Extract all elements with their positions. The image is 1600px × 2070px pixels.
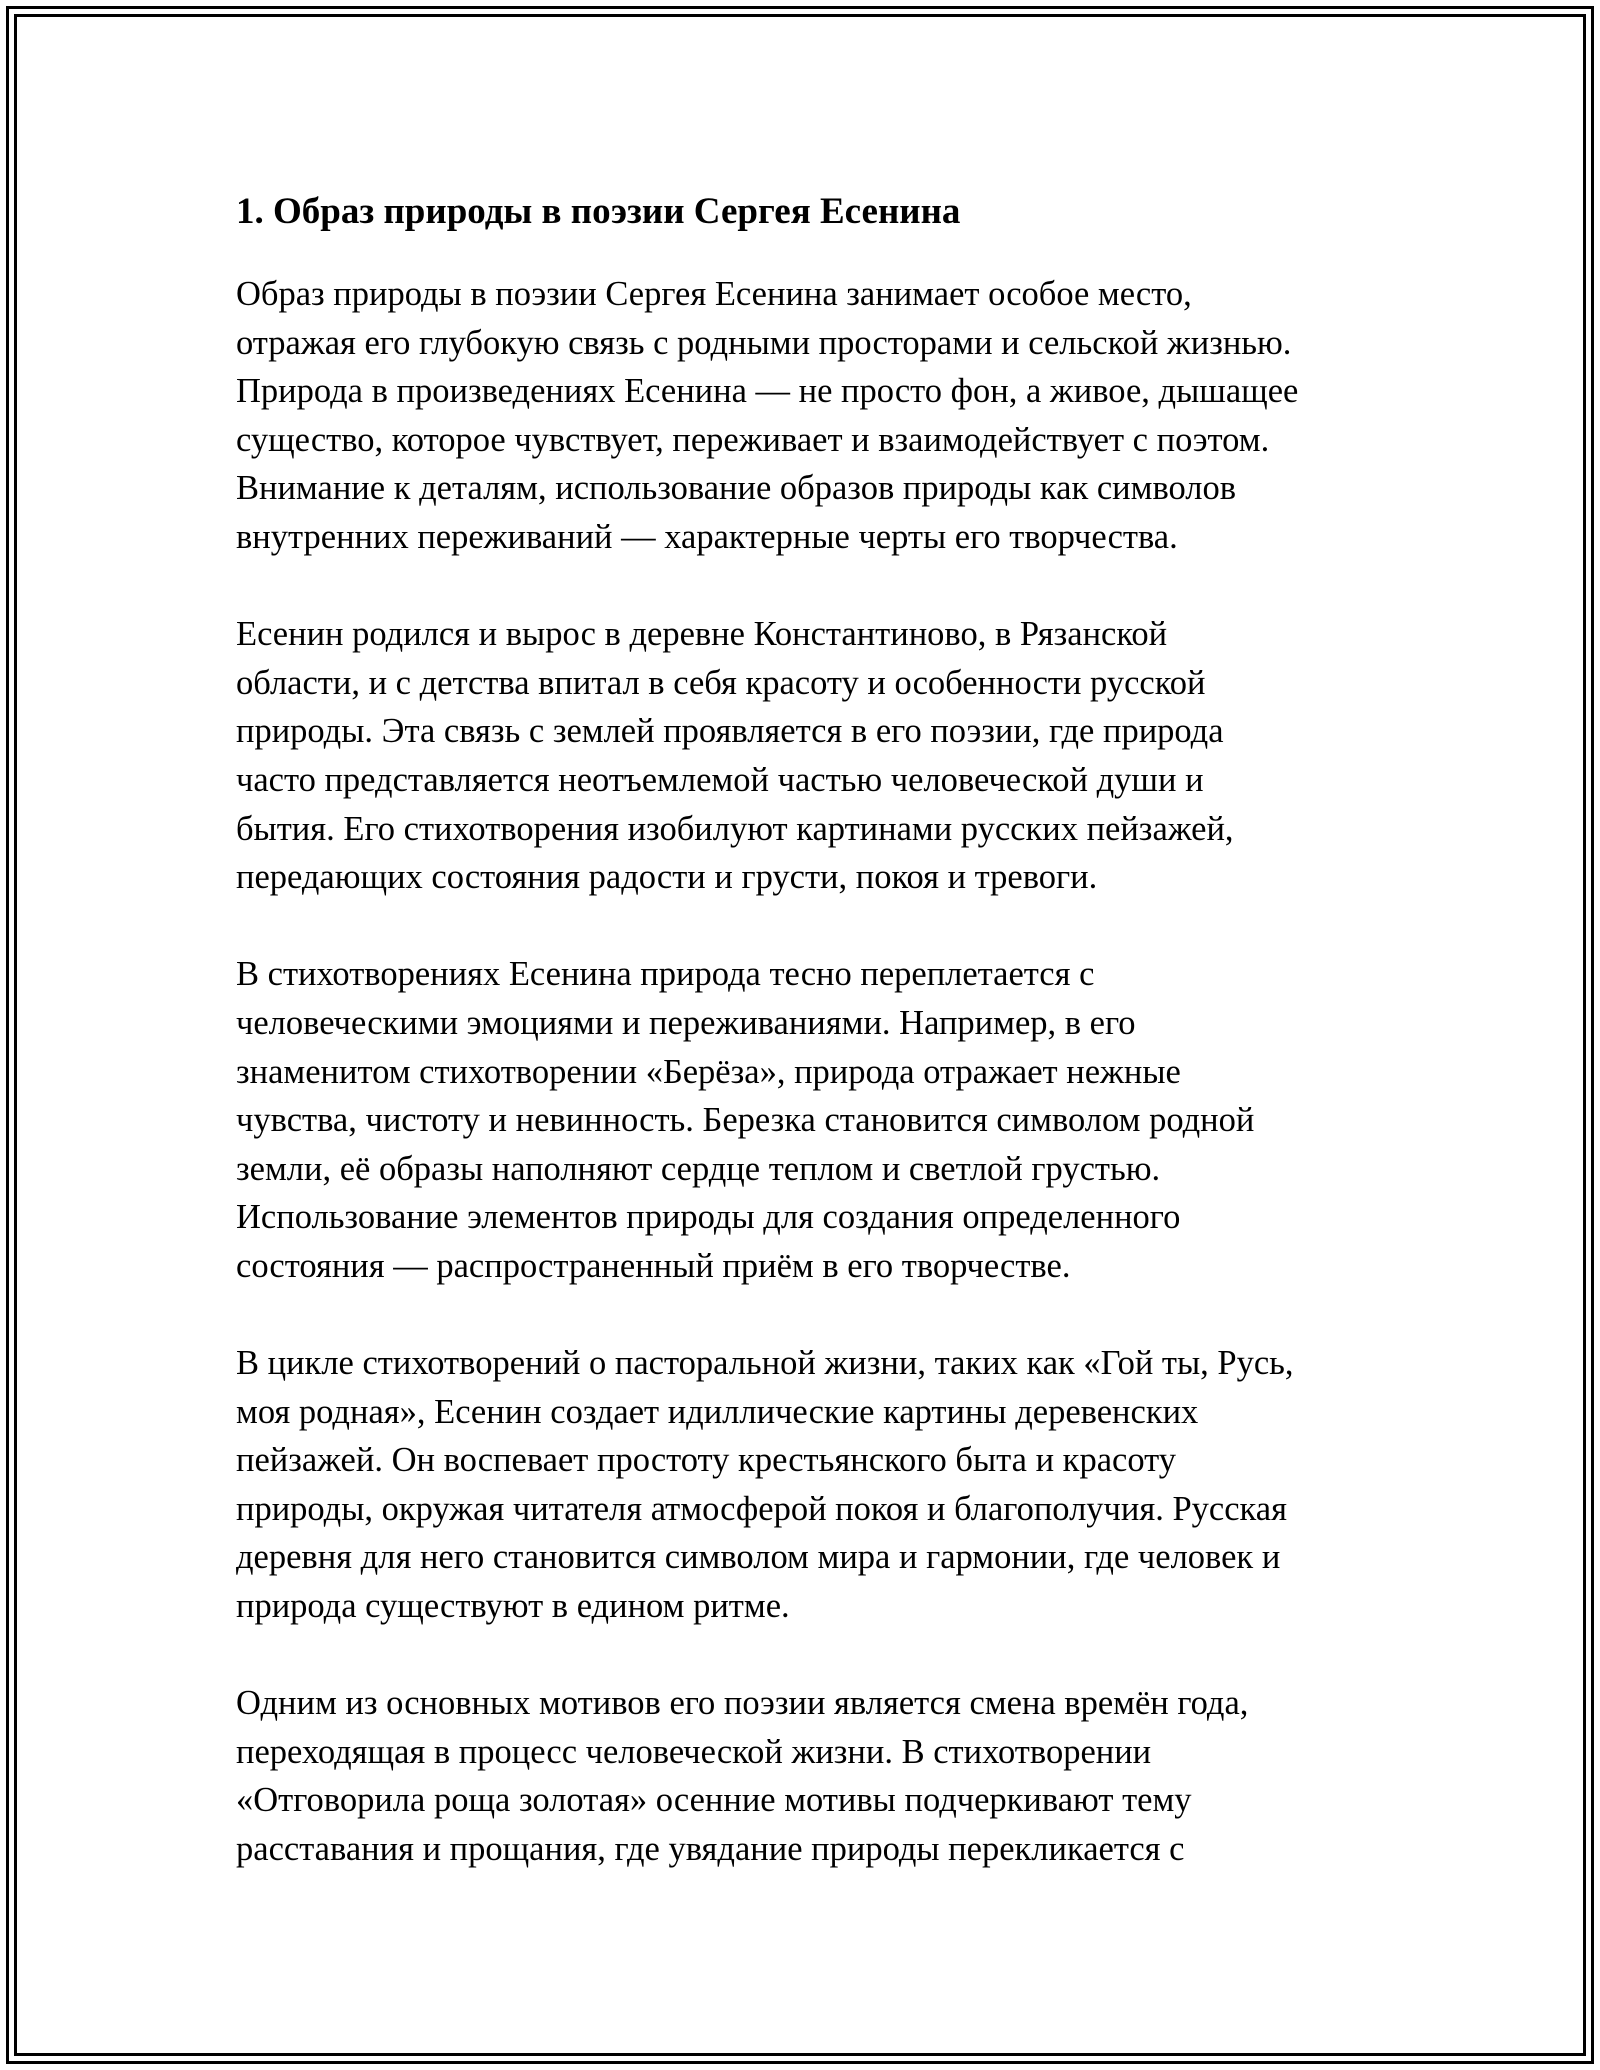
text-line: Есенин родился и вырос в деревне Константиново, в Рязанской [236, 615, 1168, 654]
text-line: бытия. Его стихотворения изобилуют картинами русских пейзажей, [236, 809, 1234, 848]
text-line: знаменитом стихотворении «Берёза», природа отражает нежные [236, 1052, 1181, 1091]
paragraph-5 [236, 1679, 1376, 1873]
text-line: расставания и прощания, где увядание природы перекликается с [236, 1830, 1185, 1868]
section-heading: 1. Образ природы в поэзии Сергея Есенина [236, 191, 961, 232]
text-line: часто представляется неотъемлемой частью человеческой души и [236, 760, 1204, 799]
text-line: природы, окружая читателя атмосферой покоя и благополучия. Русская [236, 1489, 1287, 1528]
text-line: области, и с детства впитал в себя красоту и особенности русской [236, 663, 1206, 702]
text-line: природы. Эта связь с землей проявляется в его поэзии, где природа [236, 712, 1224, 751]
document-body [236, 184, 1376, 1874]
text-line: деревня для него становится символом мира и гармонии, где человек и [236, 1538, 1281, 1577]
text-line: чувства, чистоту и невинность. Березка становится символом родной [236, 1101, 1255, 1140]
text-line: «Отговорила роща золотая» осенние мотивы подчеркивают тему [236, 1781, 1192, 1820]
paragraph-3 [236, 950, 1376, 1290]
text-line: Внимание к деталям, использование образов природы как символов [236, 469, 1237, 508]
paragraph-2 [236, 610, 1376, 902]
text-line: В цикле стихотворений о пасторальной жизни, таких как «Гой ты, Русь, [236, 1344, 1294, 1383]
text-line: существо, которое чувствует, переживает и взаимодействует с поэтом. [236, 420, 1270, 459]
text-line: моя родная», Есенин создает идиллические картины деревенских [236, 1392, 1199, 1431]
text-line: Использование элементов природы для создания определенного [236, 1198, 1181, 1237]
text-line: Природа в произведениях Есенина — не просто фон, а живое, дышащее [236, 372, 1299, 411]
text-line: внутренних переживаний — характерные черты его творчества. [236, 517, 1178, 556]
text-line: пейзажей. Он воспевает простоту крестьянского быта и красоту [236, 1441, 1176, 1480]
text-line: передающих состояния радости и грусти, покоя и тревоги. [236, 858, 1098, 897]
text-line: Одним из основных мотивов его поэзии является смена времён года, [236, 1684, 1249, 1723]
paragraph-4 [236, 1339, 1376, 1631]
text-line: В стихотворениях Есенина природа тесно переплетается с [236, 955, 1095, 994]
text-line: земли, её образы наполняют сердце теплом и светлой грустью. [236, 1149, 1161, 1188]
text-line: человеческими эмоциями и переживаниями. Например, в его [236, 1003, 1136, 1042]
text-line: состояния — распространенный приём в его творчестве. [236, 1246, 1071, 1285]
text-line: природа существуют в едином ритме. [236, 1587, 790, 1626]
paragraph-1 [236, 270, 1376, 562]
text-line: Образ природы в поэзии Сергея Есенина занимает особое место, [236, 275, 1192, 313]
text-line: отражая его глубокую связь с родными просторами и сельской жизнью. [236, 323, 1292, 362]
text-line: переходящая в процесс человеческой жизни. В стихотворении [236, 1732, 1152, 1771]
